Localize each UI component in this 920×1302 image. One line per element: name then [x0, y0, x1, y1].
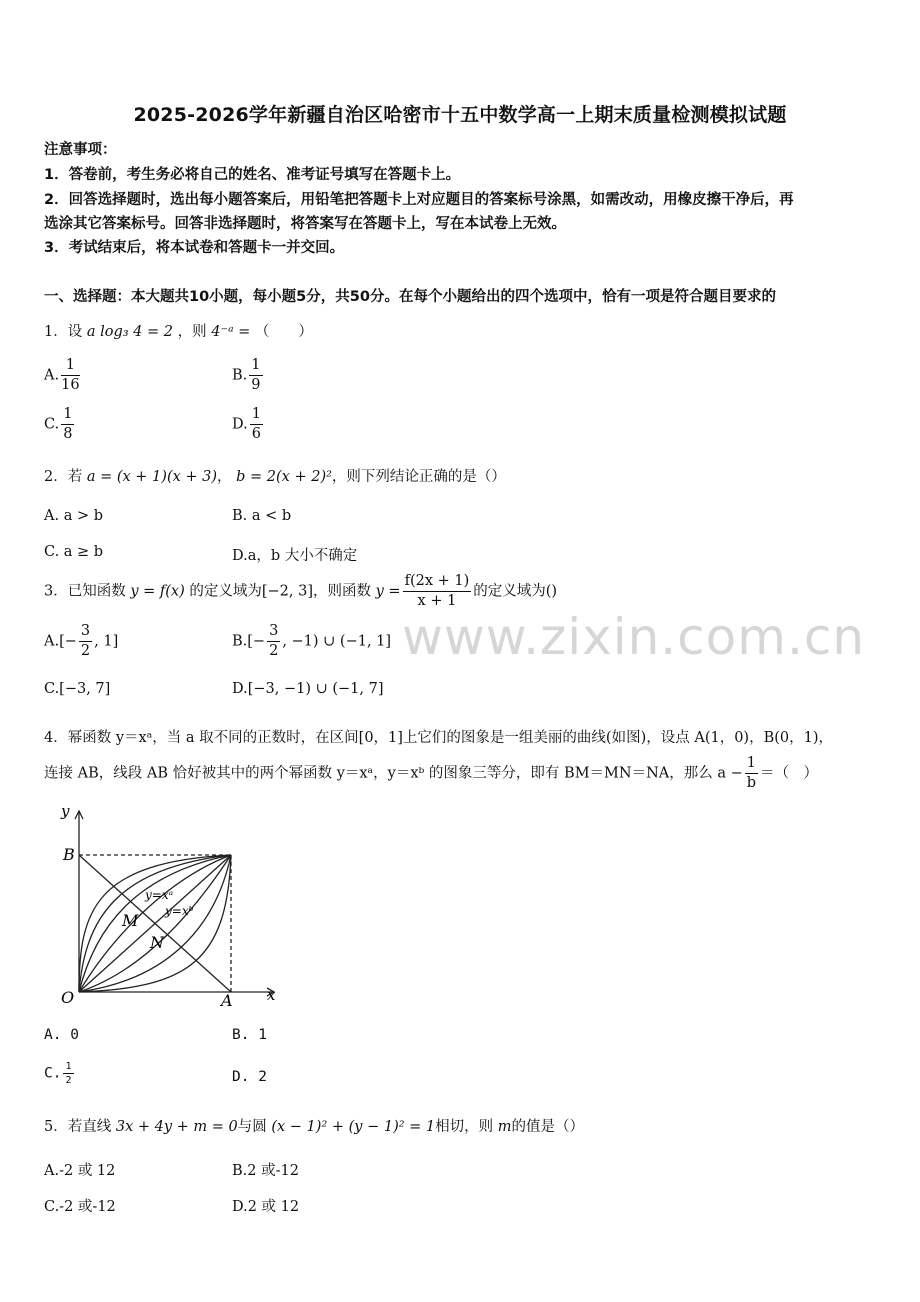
- option-label: B.: [232, 367, 248, 384]
- q1-expression: 4⁻ᵃ =: [211, 324, 251, 340]
- q1-option-d[interactable]: [232, 405, 265, 444]
- option-label: A.[−: [44, 633, 77, 650]
- q2-option-c[interactable]: C. a ≥ b: [44, 544, 104, 560]
- q5-option-b[interactable]: B.2 或-12: [232, 1163, 299, 1179]
- q3-option-a[interactable]: [44, 622, 118, 661]
- q3-denominator: x + 1: [417, 593, 457, 609]
- denominator: 8: [63, 426, 73, 442]
- q3-interval: [−2, 3]: [261, 583, 314, 600]
- section-heading: 一、选择题：本大题共10小题，每小题5分，共50分。在每个小题给出的四个选项中，恰有一项是符合题目要求的: [44, 289, 776, 305]
- q4-line2-tail: ＝（ ）: [759, 765, 818, 782]
- option-label: C.: [44, 1065, 62, 1082]
- question-5: [44, 1115, 584, 1136]
- denominator: 9: [251, 377, 261, 393]
- q1-condition: a log₃ 4 = 2: [86, 324, 173, 340]
- power-function-graph: [55, 800, 285, 1015]
- question-1: [44, 320, 313, 341]
- point-o-label: O: [61, 988, 75, 1007]
- y-axis-label: y: [61, 802, 70, 820]
- notes-heading: 注意事项：: [44, 142, 117, 158]
- point-m-label: M: [122, 911, 139, 930]
- numerator: 3: [267, 622, 280, 642]
- q3-mid: ，则函数: [313, 583, 372, 600]
- q3-lhs: y =: [375, 583, 401, 600]
- note-item: 2．回答选择题时，选出每小题答案后，用铅笔把答题卡上对应题目的答案标号涂黑，如需改动，用橡皮擦干净后，再: [44, 192, 794, 208]
- option-label: B.[−: [232, 633, 266, 650]
- q4-option-c[interactable]: [44, 1060, 76, 1087]
- q5-option-d[interactable]: D.2 或 12: [232, 1199, 300, 1215]
- note-item: 3．考试结束后，将本试卷和答题卡一并交回。: [44, 240, 345, 256]
- note-item: 1．答卷前，考生务必将自己的姓名、准考证号填写在答题卡上。: [44, 167, 461, 183]
- point-b-label: B: [63, 845, 75, 864]
- question-2: [44, 465, 506, 486]
- q5-tail: 相切，则: [435, 1119, 494, 1135]
- note-item: 选涂其它答案标号。回答非选择题时，将答案写在答题卡上，写在本试卷上无效。: [44, 216, 566, 232]
- denominator: 6: [251, 426, 261, 442]
- q2-b-expression: b = 2(x + 2)²: [236, 469, 332, 485]
- q4-option-d[interactable]: D. 2: [232, 1069, 267, 1085]
- numerator: 1: [61, 356, 79, 376]
- q3-number: 3．已知函数: [44, 583, 126, 600]
- q5-number: 5．若直线: [44, 1119, 112, 1135]
- q1-option-c[interactable]: [44, 405, 76, 444]
- q3-option-b[interactable]: [232, 622, 391, 661]
- q5-option-a[interactable]: A.-2 或 12: [44, 1163, 116, 1179]
- q1-blank: （ ）: [254, 324, 313, 340]
- option-label: D.: [232, 416, 248, 433]
- q3-function: y = f(x): [130, 583, 185, 600]
- q5-circle-equation: (x − 1)² + (y − 1)² = 1: [271, 1119, 436, 1135]
- denominator: 16: [61, 377, 80, 393]
- numerator: 1: [745, 754, 758, 774]
- numerator: 1: [61, 405, 74, 425]
- q3-option-c[interactable]: C.[−3, 7]: [44, 681, 111, 697]
- point-n-label: N: [150, 933, 164, 952]
- q5-option-c[interactable]: C.-2 或-12: [44, 1199, 116, 1215]
- question-4-line2: [44, 754, 818, 793]
- q2-option-a[interactable]: A. a > b: [44, 508, 103, 524]
- q1-mid: ，则: [177, 324, 207, 340]
- q5-tail2: 的值是（）: [511, 1119, 584, 1135]
- q2-option-d[interactable]: D.a，b 大小不确定: [232, 548, 358, 564]
- q4-line2-text: 连接 AB，线段 AB 恰好被其中的两个幂函数 y＝xᵃ，y＝xᵇ 的图象三等分，即有 BM＝MN＝NA，那么 a −: [44, 765, 743, 782]
- denominator: b: [746, 775, 757, 791]
- q2-separator: ，: [217, 469, 232, 485]
- q5-variable: m: [497, 1119, 512, 1135]
- curve-b-label: y=xᵇ: [165, 904, 194, 918]
- option-rest: , 1]: [94, 633, 119, 650]
- denominator: 2: [269, 643, 279, 659]
- q1-option-b[interactable]: [232, 356, 265, 395]
- point-a-label: A: [221, 991, 233, 1010]
- curve-a-label: y=xᵃ: [145, 888, 174, 902]
- denominator: 2: [65, 1075, 72, 1086]
- numerator: 1: [65, 1061, 72, 1072]
- x-axis-label: x: [267, 986, 276, 1004]
- numerator: 1: [250, 405, 263, 425]
- q4-option-a[interactable]: A. 0: [44, 1027, 79, 1043]
- q5-mid: 与圆: [237, 1119, 267, 1135]
- q2-option-b[interactable]: B. a < b: [232, 508, 292, 524]
- q4-option-b[interactable]: B. 1: [232, 1027, 267, 1043]
- numerator: 1: [249, 356, 262, 376]
- q2-number: 2．若: [44, 469, 83, 485]
- denominator: 2: [80, 643, 91, 659]
- q1-option-a[interactable]: [44, 356, 82, 395]
- q3-domain-text: 的定义域为: [189, 583, 262, 600]
- option-label: C.: [44, 416, 60, 433]
- question-3: [44, 572, 557, 611]
- q2-a-expression: a = (x + 1)(x + 3): [86, 469, 218, 485]
- watermark: www.zixin.com.cn: [402, 608, 866, 666]
- q2-tail: ，则下列结论正确的是（）: [331, 469, 506, 485]
- q3-tail: 的定义域为(): [473, 583, 558, 600]
- q3-option-d[interactable]: D.[−3, −1) ∪ (−1, 7]: [232, 681, 384, 697]
- q1-number: 1．设: [44, 324, 83, 340]
- option-rest: , −1) ∪ (−1, 1]: [282, 633, 392, 650]
- page-title: 2025-2026学年新疆自治区哈密市十五中数学高一上期末质量检测模拟试题: [133, 104, 787, 126]
- q3-numerator: f(2x + 1): [403, 572, 472, 592]
- option-label: A.: [44, 367, 60, 384]
- question-4-line1: 4．幂函数 y＝xᵃ，当 a 取不同的正数时，在区间[0，1]上它们的图象是一组美丽的曲线(如图)，设点 A(1，0)，B(0，1)，: [44, 730, 833, 746]
- numerator: 3: [79, 622, 92, 642]
- q5-line-equation: 3x + 4y + m = 0: [115, 1119, 238, 1135]
